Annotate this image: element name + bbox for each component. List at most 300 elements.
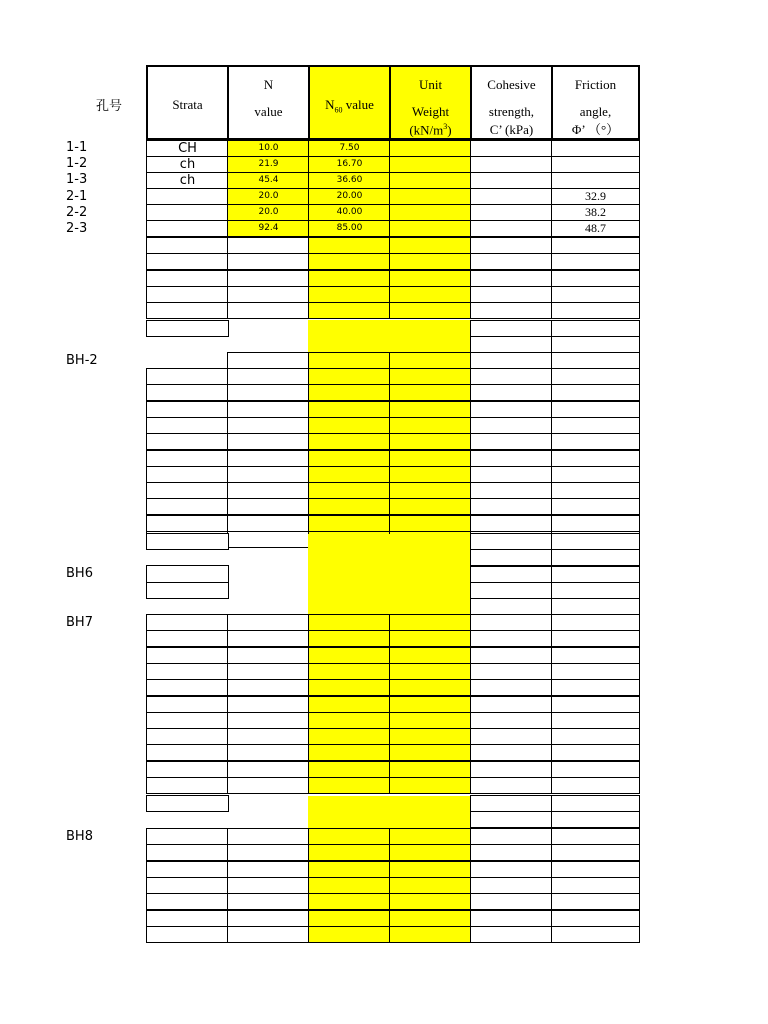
cell-cohesive-1-2[interactable] [470,156,553,173]
bh7-r6-c2[interactable] [308,712,391,729]
bh7-r8-c3[interactable] [389,744,472,761]
bh7-r5-c4[interactable] [470,696,553,713]
bh7-r1-c2[interactable] [308,630,391,647]
bh7-r6-c5[interactable] [551,712,640,729]
bh2-r3-c0[interactable] [146,417,229,434]
bh8-r1-c4[interactable] [470,844,553,861]
bh2-r8-c5[interactable] [551,498,640,515]
cell-friction-2-2[interactable]: 38.2 [551,204,640,221]
bh2-r2-c5[interactable] [551,401,640,418]
bh7-r2-c1[interactable] [227,647,310,664]
bh2-r7-c0[interactable] [146,482,229,499]
bh8-r2-c5[interactable] [551,861,640,878]
bh7-r8-c2[interactable] [308,744,391,761]
bh2-tail-cohesive-3[interactable] [470,582,553,599]
bh2-r0-c2[interactable] [308,368,391,385]
bh8-r5-c1[interactable] [227,910,310,927]
cell-n-1-1[interactable]: 10.0 [227,140,310,157]
header-cohesive-line2: strength, [488,104,535,119]
cell-strata-2-3[interactable] [146,220,229,237]
bh1-empty-r3-c0[interactable] [146,286,229,303]
bh7-r9-c3[interactable] [389,761,472,778]
cell-n-1-2[interactable]: 21.9 [227,156,310,173]
bh7-r7-c4[interactable] [470,728,553,745]
cell-cohesive-1-3[interactable] [470,172,553,189]
bh2-r3-c3[interactable] [389,417,472,434]
bh7-r3-c2[interactable] [308,663,391,680]
bh8-r1-c0[interactable] [146,844,229,861]
bh1-empty-r1-c0[interactable] [146,253,229,270]
bh6-strata-1[interactable] [146,565,229,583]
bh2-first-c1[interactable] [227,352,310,369]
bh2-r5-c1[interactable] [227,450,310,467]
cell-unit-2-3[interactable] [389,220,472,237]
cell-n-2-1[interactable]: 20.0 [227,188,310,205]
bh2-r6-c2[interactable] [308,466,391,483]
bh8-r3-c1[interactable] [227,877,310,894]
bh1-empty-r0-c3[interactable] [389,237,472,254]
bh7-r9-c5[interactable] [551,761,640,778]
header-unit-weight[interactable] [389,65,472,140]
bh2-r1-c0[interactable] [146,384,229,401]
bh1-empty-r0-c0[interactable] [146,237,229,254]
bh8-r4-c1[interactable] [227,893,310,910]
cell-unit-1-1[interactable] [389,140,472,157]
bh7-r0-c2[interactable] [308,614,391,631]
bh7-r7-c2[interactable] [308,728,391,745]
bh8-r1-c5[interactable] [551,844,640,861]
bh8-r5-c3[interactable] [389,910,472,927]
bh7-r2-c5[interactable] [551,647,640,664]
bh7-r7-c1[interactable] [227,728,310,745]
bh7-r6-c1[interactable] [227,712,310,729]
header-friction-line3: Φ’ （°） [571,122,620,137]
bh1-empty-r1-c3[interactable] [389,253,472,270]
bh7-r2-c3[interactable] [389,647,472,664]
bh2-r5-c4[interactable] [470,450,553,467]
header-n60-base: N [325,97,335,112]
bh1-empty-r1-c2[interactable] [308,253,391,270]
bh7-r2-c4[interactable] [470,647,553,664]
bh2-r2-c2[interactable] [308,401,391,418]
bh7-r2-c0[interactable] [146,647,229,664]
bh8-r0-c1[interactable] [227,828,310,845]
bh8-r1-c2[interactable] [308,844,391,861]
bh2-r9-c5[interactable] [551,515,640,532]
row-label-2-1: 2-1 [66,189,88,204]
bh2-r8-c1[interactable] [227,498,310,515]
bh2-r1-c2[interactable] [308,384,391,401]
bh2-r8-c4[interactable] [470,498,553,515]
bh8-r5-c4[interactable] [470,910,553,927]
header-unit-line1: Unit [418,77,443,92]
bh7-r7-c0[interactable] [146,728,229,745]
bh1-empty-r2-c3[interactable] [389,270,472,287]
header-unit-superscript: 3 [443,122,448,131]
cell-n60-2-3[interactable]: 85.00 [308,220,391,237]
bh8-r1-c1[interactable] [227,844,310,861]
cell-friction-1-1[interactable] [551,140,640,157]
cell-strata-1-2[interactable]: ch [146,156,229,173]
cell-unit-2-2[interactable] [389,204,472,221]
bh7-r0-c4[interactable] [470,614,553,631]
bh2-r0-c3[interactable] [389,368,472,385]
bh2-r0-c1[interactable] [227,368,310,385]
section-label-bh7: BH7 [66,615,93,630]
bh2-r5-c3[interactable] [389,450,472,467]
bh2-tail-friction-2[interactable] [551,566,640,583]
bh2-r6-c0[interactable] [146,466,229,483]
header-unit-line2: Weight [411,104,450,119]
header-unit-line3 [391,123,470,136]
header-n-line2: value [254,104,283,119]
cell-n-1-3[interactable]: 45.4 [227,172,310,189]
bh7-r7-c3[interactable] [389,728,472,745]
row-label-1-3: 1-3 [66,172,88,187]
bh7-r4-c5[interactable] [551,679,640,696]
bh8-r5-c5[interactable] [551,910,640,927]
bh8-r2-c2[interactable] [308,861,391,878]
bh7-r9-c1[interactable] [227,761,310,778]
cell-strata-2-2[interactable] [146,204,229,221]
bh2-tail-strata[interactable] [146,533,229,550]
bh7-r0-c1[interactable] [227,614,310,631]
bh2-r7-c2[interactable] [308,482,391,499]
bh1-empty-r3-c4[interactable] [470,286,553,303]
bh7-r0-c3[interactable] [389,614,472,631]
bh2-r2-c4[interactable] [470,401,553,418]
bh7-r1-c1[interactable] [227,630,310,647]
bh8-r0-c5[interactable] [551,828,640,845]
bh2-r5-c5[interactable] [551,450,640,467]
bh1-empty-r4-c1[interactable] [227,302,310,319]
header-cohesive-line3: C’ (kPa) [489,122,534,137]
bh1-empty-r0-c5[interactable] [551,237,640,254]
cell-friction-2-3[interactable]: 48.7 [551,220,640,237]
bh2-r3-c4[interactable] [470,417,553,434]
bh2-r9-c1[interactable] [227,515,310,532]
row-label-2-3: 2-3 [66,221,88,236]
bh7-r9-c4[interactable] [470,761,553,778]
bh8-r2-c3[interactable] [389,861,472,878]
bh2-r8-c3[interactable] [389,498,472,515]
cell-cohesive-2-1[interactable] [470,188,553,205]
bh7-r1-c4[interactable] [470,630,553,647]
section-label-bh8: BH8 [66,829,93,844]
bh8-r2-c0[interactable] [146,861,229,878]
bh1-empty-r2-c4[interactable] [470,270,553,287]
header-friction-line2: angle, [579,104,612,119]
bh8-r0-c0[interactable] [146,828,229,845]
bh1-empty-r4-c2[interactable] [308,302,391,319]
cell-cohesive-1-1[interactable] [470,140,553,157]
bh1-empty-r2-c1[interactable] [227,270,310,287]
bh7-r3-c4[interactable] [470,663,553,680]
bh2-r9-c4[interactable] [470,515,553,532]
bh2-r7-c5[interactable] [551,482,640,499]
bh7-r8-c4[interactable] [470,744,553,761]
bh7-r4-c0[interactable] [146,679,229,696]
header-cohesive-strength[interactable] [470,65,553,140]
bh7-r6-c3[interactable] [389,712,472,729]
bh2-r0-c0[interactable] [146,368,229,385]
bh7-r8-c5[interactable] [551,744,640,761]
bh1-empty-r0-c2[interactable] [308,237,391,254]
bh2-r6-c3[interactable] [389,466,472,483]
bh2-r10-c1[interactable] [227,531,310,548]
bh2-tail-friction-1[interactable] [551,549,640,566]
bh2-r5-c0[interactable] [146,450,229,467]
bh7-tail2-cohesive[interactable] [470,811,553,828]
bh7-r10-c4[interactable] [470,777,553,794]
bh7-tail2-friction[interactable] [551,811,640,828]
bh2-tail-cohesive-4[interactable] [470,598,553,615]
bh2-tail-friction-4[interactable] [551,598,640,615]
cell-n60-2-1[interactable]: 20.00 [308,188,391,205]
bh2-r1-c4[interactable] [470,384,553,401]
bh8-r6-c0[interactable] [146,926,229,943]
bh2-r4-c5[interactable] [551,433,640,450]
bh2-tail-friction-3[interactable] [551,582,640,599]
bh2-r3-c5[interactable] [551,417,640,434]
bh1-empty-r1-c1[interactable] [227,253,310,270]
bh2-tail-cohesive-1[interactable] [470,549,553,566]
bh7-r5-c3[interactable] [389,696,472,713]
header-n60-text [310,98,389,115]
bh2-r3-c1[interactable] [227,417,310,434]
bh2-r4-c1[interactable] [227,433,310,450]
bh2-r4-c4[interactable] [470,433,553,450]
bh7-r6-c4[interactable] [470,712,553,729]
bh2-tail-cohesive-0[interactable] [470,533,553,550]
cell-unit-2-1[interactable] [389,188,472,205]
cell-n-2-2[interactable]: 20.0 [227,204,310,221]
bh2-first-c5[interactable] [551,352,640,369]
bh1-empty-r1-c5[interactable] [551,253,640,270]
cell-friction-2-1[interactable]: 32.9 [551,188,640,205]
bh2-r4-c3[interactable] [389,433,472,450]
cell-cohesive-2-2[interactable] [470,204,553,221]
header-cohesive-line1: Cohesive [487,77,536,92]
bh7-r2-c2[interactable] [308,647,391,664]
bh2-r7-c1[interactable] [227,482,310,499]
bh2-r6-c5[interactable] [551,466,640,483]
cell-unit-1-2[interactable] [389,156,472,173]
bh8-r6-c3[interactable] [389,926,472,943]
bh7-r4-c3[interactable] [389,679,472,696]
bh8-r3-c0[interactable] [146,877,229,894]
bh2-r0-c4[interactable] [470,368,553,385]
bh2-r1-c3[interactable] [389,384,472,401]
bh8-r4-c3[interactable] [389,893,472,910]
bh7-r3-c1[interactable] [227,663,310,680]
bh2-r7-c3[interactable] [389,482,472,499]
bh7-r10-c3[interactable] [389,777,472,794]
bh8-r6-c5[interactable] [551,926,640,943]
bh2-r2-c3[interactable] [389,401,472,418]
bh7-tail-friction[interactable] [551,795,640,812]
bh8-r2-c1[interactable] [227,861,310,878]
borehole-column-label: 孔号 [96,99,123,114]
bh7-r4-c2[interactable] [308,679,391,696]
bh1-tail-yellow [308,320,472,353]
bh7-r1-c3[interactable] [389,630,472,647]
header-friction-angle[interactable] [551,65,640,140]
header-n60-subscript: 60 [334,105,343,115]
bh1-empty-r2-c0[interactable] [146,270,229,287]
bh2-first-c4[interactable] [470,352,553,369]
bh1-empty-r3-c3[interactable] [389,286,472,303]
bh2-r2-c1[interactable] [227,401,310,418]
bh7-tail-yellow [308,796,472,829]
bh2-r1-c1[interactable] [227,384,310,401]
cell-friction-1-2[interactable] [551,156,640,173]
header-n-value[interactable] [227,65,310,140]
bh8-r2-c4[interactable] [470,861,553,878]
header-n-line1: N [263,77,274,92]
cell-n60-1-1[interactable]: 7.50 [308,140,391,157]
header-n60-rest: value [342,97,374,112]
bh8-r5-c0[interactable] [146,910,229,927]
bh2-r3-c2[interactable] [308,417,391,434]
bh7-r0-c5[interactable] [551,614,640,631]
bh2-r8-c2[interactable] [308,498,391,515]
bh1-tail-cohesive[interactable] [470,320,553,337]
bh8-r6-c4[interactable] [470,926,553,943]
bh2-r9-c3[interactable] [389,515,472,532]
bh1-empty-r2-c2[interactable] [308,270,391,287]
header-unit-pre: (kN/m [409,122,444,138]
bh2-first-c3[interactable] [389,352,472,369]
bh8-r0-c3[interactable] [389,828,472,845]
bh7-r6-c0[interactable] [146,712,229,729]
cell-strata-1-1[interactable]: CH [146,140,229,157]
cell-strata-1-3[interactable]: ch [146,172,229,189]
bh7-tail-cohesive[interactable] [470,795,553,812]
bh8-r4-c2[interactable] [308,893,391,910]
bh7-r5-c1[interactable] [227,696,310,713]
bh2-tail-friction-0[interactable] [551,533,640,550]
bh7-r8-c0[interactable] [146,744,229,761]
header-strata[interactable] [146,65,229,140]
cell-n60-2-2[interactable]: 40.00 [308,204,391,221]
bh8-r0-c2[interactable] [308,828,391,845]
bh1-empty-r0-c4[interactable] [470,237,553,254]
bh1-tail-strata[interactable] [146,320,229,337]
bh8-r4-c4[interactable] [470,893,553,910]
bh2-r5-c2[interactable] [308,450,391,467]
bh1-empty-r1-c4[interactable] [470,253,553,270]
bh7-r10-c2[interactable] [308,777,391,794]
bh8-r3-c2[interactable] [308,877,391,894]
bh7-r0-c0[interactable] [146,614,229,631]
bh8-r6-c1[interactable] [227,926,310,943]
bh7-tail-strata[interactable] [146,795,229,812]
bh1-tail-friction[interactable] [551,320,640,337]
header-n60-value[interactable] [308,65,391,140]
bh1-empty-r0-c1[interactable] [227,237,310,254]
bh2-r0-c5[interactable] [551,368,640,385]
header-strata-text: Strata [172,97,203,112]
cell-n60-1-3[interactable]: 36.60 [308,172,391,189]
bh7-r5-c0[interactable] [146,696,229,713]
bh1-empty-r2-c5[interactable] [551,270,640,287]
bh2-r6-c4[interactable] [470,466,553,483]
row-label-1-2: 1-2 [66,156,88,171]
bh7-r3-c5[interactable] [551,663,640,680]
bh7-r4-c1[interactable] [227,679,310,696]
cell-n60-1-2[interactable]: 16.70 [308,156,391,173]
bh8-r1-c3[interactable] [389,844,472,861]
bh1-empty-r3-c2[interactable] [308,286,391,303]
bh1-empty-r3-c5[interactable] [551,286,640,303]
bh8-r3-c4[interactable] [470,877,553,894]
bh1-tail2-friction[interactable] [551,336,640,353]
bh7-r9-c2[interactable] [308,761,391,778]
bh8-r4-c5[interactable] [551,893,640,910]
bh8-r5-c2[interactable] [308,910,391,927]
cell-cohesive-2-3[interactable] [470,220,553,237]
bh2-r1-c5[interactable] [551,384,640,401]
bh8-r6-c2[interactable] [308,926,391,943]
bh2-r7-c4[interactable] [470,482,553,499]
bh8-r3-c5[interactable] [551,877,640,894]
bh8-r4-c0[interactable] [146,893,229,910]
bh7-r9-c0[interactable] [146,761,229,778]
bh6-strata-2[interactable] [146,582,229,599]
header-friction-line1: Friction [574,77,617,92]
bh2-r9-c2[interactable] [308,515,391,532]
bh7-r3-c0[interactable] [146,663,229,680]
bh1-empty-r4-c4[interactable] [470,302,553,319]
bh8-r0-c4[interactable] [470,828,553,845]
bh7-r10-c1[interactable] [227,777,310,794]
bh2-r2-c0[interactable] [146,401,229,418]
bh7-r5-c2[interactable] [308,696,391,713]
bh8-r3-c3[interactable] [389,877,472,894]
cell-unit-1-3[interactable] [389,172,472,189]
bh2-r8-c0[interactable] [146,498,229,515]
bh1-empty-r4-c5[interactable] [551,302,640,319]
bh2-first-c2[interactable] [308,352,391,369]
bh2-r4-c0[interactable] [146,433,229,450]
bh2-r9-c0[interactable] [146,515,229,532]
row-label-2-2: 2-2 [66,205,88,220]
bh2-r6-c1[interactable] [227,466,310,483]
bh1-empty-r4-c3[interactable] [389,302,472,319]
bh7-r5-c5[interactable] [551,696,640,713]
bh1-empty-r3-c1[interactable] [227,286,310,303]
cell-strata-2-1[interactable] [146,188,229,205]
bh7-r10-c0[interactable] [146,777,229,794]
bh1-empty-r4-c0[interactable] [146,302,229,319]
section-label-bh6: BH6 [66,566,93,581]
bh7-r3-c3[interactable] [389,663,472,680]
bh7-r10-c5[interactable] [551,777,640,794]
row-label-1-1: 1-1 [66,140,88,155]
bh7-r1-c0[interactable] [146,630,229,647]
bh2-r4-c2[interactable] [308,433,391,450]
bh7-r8-c1[interactable] [227,744,310,761]
bh7-r4-c4[interactable] [470,679,553,696]
bh7-r1-c5[interactable] [551,630,640,647]
cell-n-2-3[interactable]: 92.4 [227,220,310,237]
bh2-tail-yellow [308,534,472,616]
bh2-tail-cohesive-2[interactable] [470,566,553,583]
cell-friction-1-3[interactable] [551,172,640,189]
bh1-tail2-cohesive[interactable] [470,336,553,353]
bh7-r7-c5[interactable] [551,728,640,745]
